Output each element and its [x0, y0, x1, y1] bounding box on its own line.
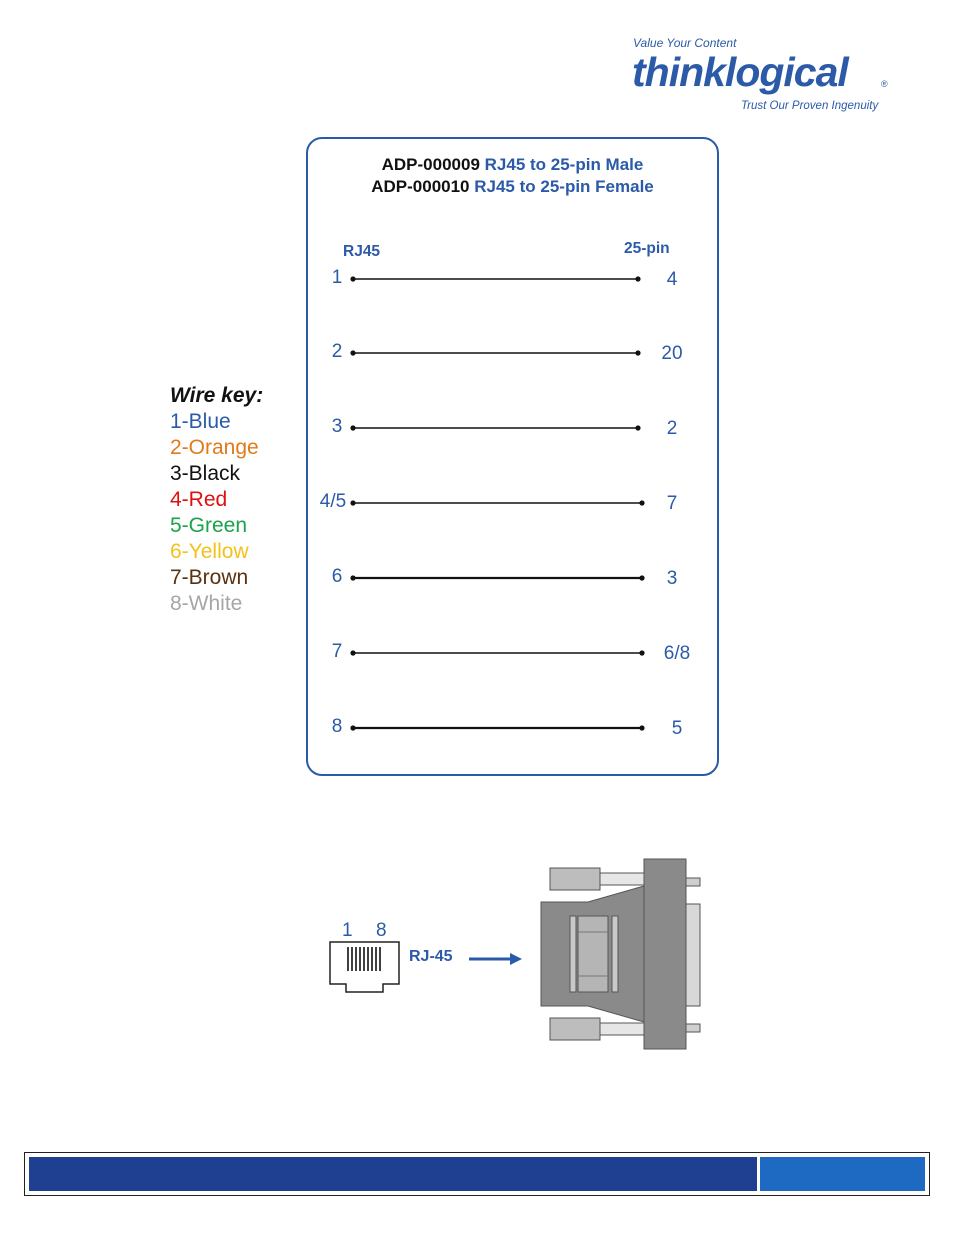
- db25-pin-label: 4: [666, 269, 678, 290]
- wire-key-item: 2-Orange: [170, 436, 259, 459]
- part-description-female: RJ45 to 25-pin Female: [474, 177, 654, 196]
- wire-endpoint: [635, 350, 640, 355]
- db25-pin-label: 3: [666, 568, 678, 589]
- db25-pin-label: 20: [661, 343, 683, 364]
- logo-registered-mark: ®: [881, 79, 888, 89]
- wire-key-item: 5-Green: [170, 514, 248, 537]
- wire-endpoint: [639, 575, 644, 580]
- rj45-jack-icon: [325, 938, 405, 998]
- rj45-pin-label: 4/5: [319, 491, 347, 512]
- footer-bar-side: [760, 1157, 925, 1191]
- part-description-male: RJ45 to 25-pin Male: [484, 155, 644, 174]
- logo-tagline-bottom: Trust Our Proven Ingenuity: [741, 100, 879, 112]
- wire-key-item: 8-White: [170, 592, 243, 615]
- logo-tagline-top: Value Your Content: [633, 36, 737, 50]
- wire-key-item: 4-Red: [170, 488, 228, 511]
- rj45-pin-label: 6: [331, 566, 343, 587]
- arrow-right-icon: [468, 950, 524, 968]
- db25-pin-label: 2: [666, 418, 678, 439]
- wire-key-item: 1-Blue: [170, 410, 231, 433]
- rj45-pin-label: 8: [331, 716, 343, 737]
- rj45-pin-1-label: 1: [342, 920, 353, 941]
- rj45-pin-label: 3: [331, 416, 343, 437]
- logo-wordmark: thinklogical: [632, 49, 848, 95]
- wire-key-title: Wire key:: [170, 384, 264, 407]
- wire-key-item: 3-Black: [170, 462, 241, 485]
- wire-endpoint: [635, 276, 640, 281]
- rj45-column-header: RJ45: [343, 243, 381, 260]
- wire-key-item: 7-Brown: [170, 566, 249, 589]
- wire-endpoint: [635, 425, 640, 430]
- wire-endpoint: [639, 725, 644, 730]
- rj45-pin-label: 1: [331, 267, 343, 288]
- part-number-female: ADP-000010: [371, 177, 470, 196]
- db25-pin-label: 5: [671, 718, 683, 739]
- db25-pin-label: 6/8: [663, 643, 691, 664]
- rj45-pin-label: 7: [331, 641, 343, 662]
- wire-key-item: 6-Yellow: [170, 540, 249, 563]
- db25-pin-label: 7: [666, 493, 678, 514]
- rj45-pin-label: 2: [331, 341, 343, 362]
- wire-endpoint: [639, 500, 644, 505]
- db25-column-header: 25-pin: [624, 240, 670, 257]
- wire-endpoint: [639, 650, 644, 655]
- rj45-pin-8-label: 8: [376, 920, 387, 941]
- rj45-arrow-label: RJ-45: [409, 948, 453, 965]
- part-number-male: ADP-000009: [381, 155, 480, 174]
- db25-adapter-icon: [538, 856, 708, 1056]
- footer-bar-main: [29, 1157, 757, 1191]
